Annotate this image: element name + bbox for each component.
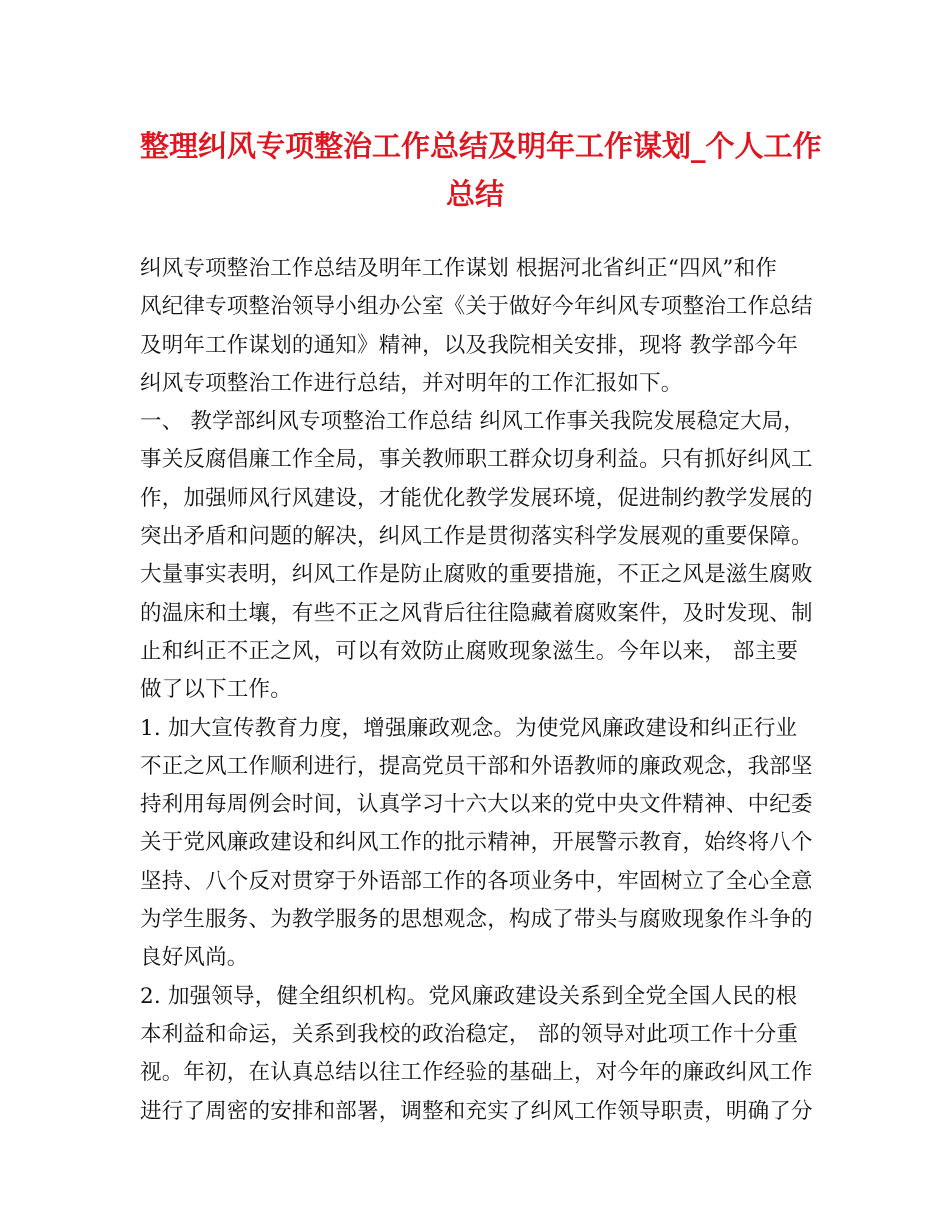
- body-line: 及明年工作谋划的通知》精神，以及我院相关安排，现将 教学部今年: [140, 332, 799, 358]
- document-title: [140, 122, 822, 218]
- body-line: 本利益和命运，关系到我校的政治稳定， 部的领导对此项工作十分重: [140, 1021, 799, 1047]
- body-line: 坚持、八个反对贯穿于外语部工作的各项业务中，牢固树立了全心全意: [140, 868, 813, 894]
- body-line: 的温床和土壤，有些不正之风背后往往隐藏着腐败案件，及时发现、制: [140, 600, 813, 626]
- document-body: [140, 250, 812, 1131]
- body-line: 不正之风工作顺利进行，提高党员干部和外语教师的廉政观念，我部坚: [140, 753, 813, 779]
- body-line: 风纪律专项整治领导小组办公室《关于做好今年纠风专项整治工作总结: [140, 294, 813, 320]
- title-line: 总结: [445, 177, 504, 211]
- body-line: 做了以下工作。: [140, 677, 292, 703]
- body-line: 事关反腐倡廉工作全局，事关教师职工群众切身利益。只有抓好纠风工: [140, 447, 813, 473]
- body-line: 为学生服务、为教学服务的思想观念，构成了带头与腐败现象作斗争的: [140, 907, 813, 933]
- body-line: 良好风尚。: [140, 945, 249, 971]
- body-line: 突出矛盾和问题的解决，纠风工作是贯彻落实科学发展观的重要保障。: [140, 524, 813, 550]
- body-line: 进行了周密的安排和部署，调整和充实了纠风工作领导职责，明确了分: [140, 1098, 813, 1124]
- body-line: 纠风专项整治工作进行总结，并对明年的工作汇报如下。: [140, 370, 683, 396]
- body-line: 大量事实表明，纠风工作是防止腐败的重要措施，不正之风是滋生腐败: [140, 562, 813, 588]
- title-line: 整理纠风专项整治工作总结及明年工作谋划_个人工作: [140, 129, 822, 163]
- body-line: 作，加强师风行风建设，才能优化教学发展环境，促进制约教学发展的: [140, 485, 813, 511]
- body-line: 止和纠正不正之风，可以有效防止腐败现象滋生。今年以来， 部主要: [140, 638, 799, 664]
- body-line: 持利用每周例会时间，认真学习十六大以来的党中央文件精神、中纪委: [140, 792, 813, 818]
- body-line: 一、 教学部纠风专项整治工作总结 纠风工作事关我院发展稳定大局，: [140, 409, 806, 435]
- body-line: 关于党风廉政建设和纠风工作的批示精神，开展警示教育，始终将八个: [140, 830, 813, 856]
- body-line: 视。年初，在认真总结以往工作经验的基础上，对今年的廉政纠风工作: [140, 1060, 813, 1086]
- body-line: 1. 加大宣传教育力度，增强廉政观念。为使党风廉政建设和纠正行业: [140, 715, 798, 741]
- body-line: 纠风专项整治工作总结及明年工作谋划 根据河北省纠正“四风”和作: [140, 256, 778, 281]
- body-line: 2. 加强领导，健全组织机构。党风廉政建设关系到全党全国人民的根: [140, 983, 798, 1009]
